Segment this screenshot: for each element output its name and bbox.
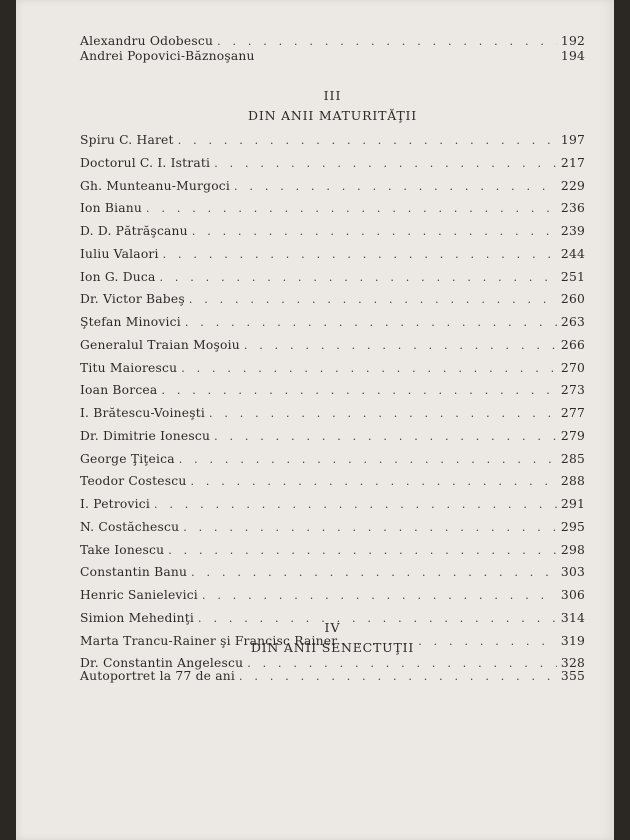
entry-page: 298 (560, 542, 585, 557)
entry-page: 303 (560, 565, 585, 580)
entry-name: Autoportret la 77 de ani (80, 669, 236, 683)
entry-name: Iuliu Valaori (80, 246, 159, 261)
entry-name: Andrei Popovici-Băznoşanu (80, 49, 255, 63)
entry-page: 266 (560, 337, 585, 352)
entry-name: Dr. Victor Babeş (80, 292, 185, 307)
entry-page: 192 (560, 34, 585, 48)
toc-entry[interactable] (80, 338, 585, 358)
toc-entry[interactable] (80, 224, 585, 244)
leader-dots (190, 475, 556, 488)
toc-entry[interactable] (80, 669, 585, 689)
leader-dots (239, 670, 557, 683)
leader-dots (185, 316, 557, 329)
toc-entry[interactable] (80, 315, 585, 335)
leader-dots (154, 498, 557, 511)
entry-page: 197 (560, 133, 585, 147)
entry-page: 244 (560, 246, 585, 261)
leader-dots (191, 566, 557, 579)
entry-page: 285 (560, 451, 585, 466)
entry-name: Henric Sanielevici (80, 588, 198, 602)
toc-entry[interactable] (80, 383, 585, 403)
toc-entry[interactable] (80, 565, 585, 585)
toc-entry[interactable] (80, 497, 585, 517)
entry-name: I. Petrovici (80, 497, 150, 511)
toc-entry[interactable] (80, 179, 585, 199)
toc-entry[interactable] (80, 543, 585, 563)
entry-name: Dr. Dimitrie Ionescu (80, 428, 211, 443)
entry-page: 217 (560, 155, 585, 170)
leader-dots (146, 202, 557, 215)
entry-name: I. Brătescu-Voineşti (80, 406, 205, 420)
entry-name: Ion G. Duca (80, 269, 156, 284)
leader-dots (192, 225, 557, 238)
toc-entry[interactable] (80, 361, 585, 381)
leader-dots (160, 271, 557, 284)
entry-name: George Ţiţeica (80, 451, 175, 466)
entry-name: Ioan Borcea (80, 383, 158, 398)
entry-name: Generalul Traian Moşoiu (80, 337, 240, 352)
entry-page: 291 (560, 497, 585, 511)
section-number: IV (324, 620, 341, 635)
entry-name: Take Ionescu (80, 542, 165, 557)
entry-name: D. D. Pătrăşcanu (80, 224, 188, 238)
entry-page: 328 (560, 656, 585, 671)
toc-entry[interactable] (80, 156, 585, 176)
toc-entry[interactable] (80, 49, 585, 69)
entry-page: 319 (560, 633, 585, 648)
leader-dots (161, 384, 556, 397)
toc-entry[interactable] (80, 520, 585, 540)
entry-page: 355 (560, 669, 585, 683)
entry-name: Spiru C. Haret (80, 133, 174, 147)
toc-entry[interactable] (80, 133, 585, 153)
section-number: III (323, 88, 342, 103)
toc-entry[interactable] (80, 429, 585, 449)
entry-name: Ştefan Minovici (80, 315, 181, 329)
entry-name: Marta Trancu-Rainer şi Francisc Rainer (80, 633, 338, 648)
section-title: DIN ANII MATURITĂŢII (248, 108, 417, 123)
leader-dots (178, 134, 557, 147)
toc-entry[interactable] (80, 406, 585, 426)
entry-name: Dr. Constantin Angelescu (80, 656, 244, 671)
entry-page: 273 (560, 383, 585, 398)
leader-dots (202, 589, 557, 602)
entry-page: 295 (560, 519, 585, 534)
leader-dots (214, 157, 557, 170)
entry-page: 279 (560, 428, 585, 443)
leader-dots (209, 407, 557, 420)
section-title: DIN ANII SENECTUŢII (250, 640, 415, 655)
toc-entry[interactable] (80, 201, 585, 221)
toc-entry[interactable] (80, 247, 585, 267)
entry-page: 314 (560, 610, 585, 625)
entry-name: Ion Bianu (80, 201, 143, 216)
leader-dots (163, 248, 557, 261)
entry-name: Doctorul C. I. Istrati (80, 155, 211, 170)
toc-entry[interactable] (80, 588, 585, 608)
entry-page: 194 (560, 49, 585, 63)
entry-name: Constantin Banu (80, 565, 188, 580)
entry-name: Alexandru Odobescu (80, 34, 214, 48)
leader-dots (217, 35, 557, 48)
leader-dots (179, 453, 557, 466)
entry-name: Titu Maiorescu (80, 360, 178, 375)
leader-dots (214, 430, 557, 443)
toc-entry[interactable] (80, 474, 585, 494)
entry-page: 236 (560, 201, 585, 216)
entry-page: 251 (560, 269, 585, 284)
entry-name: Gh. Munteanu-Murgoci (80, 178, 231, 193)
entry-page: 239 (560, 224, 585, 238)
leader-dots (189, 293, 557, 306)
toc-entry[interactable] (80, 270, 585, 290)
entry-name: N. Costăchescu (80, 519, 180, 534)
entry-page: 306 (560, 588, 585, 602)
toc-entry[interactable] (80, 452, 585, 472)
entry-name: Simion Mehedinţi (80, 610, 195, 625)
entry-name: Teodor Costescu (80, 474, 187, 489)
book-page (16, 0, 614, 840)
leader-dots (168, 544, 557, 557)
entry-page: 260 (560, 292, 585, 307)
entry-page: 229 (560, 178, 585, 193)
leader-dots (183, 521, 557, 534)
leader-dots (234, 180, 557, 193)
entry-page: 263 (560, 315, 585, 329)
entry-page: 270 (560, 360, 585, 375)
toc-entry[interactable] (80, 292, 585, 312)
entry-page: 288 (560, 474, 585, 489)
leader-dots (244, 339, 557, 352)
leader-dots (181, 362, 557, 375)
entry-page: 277 (560, 406, 585, 420)
